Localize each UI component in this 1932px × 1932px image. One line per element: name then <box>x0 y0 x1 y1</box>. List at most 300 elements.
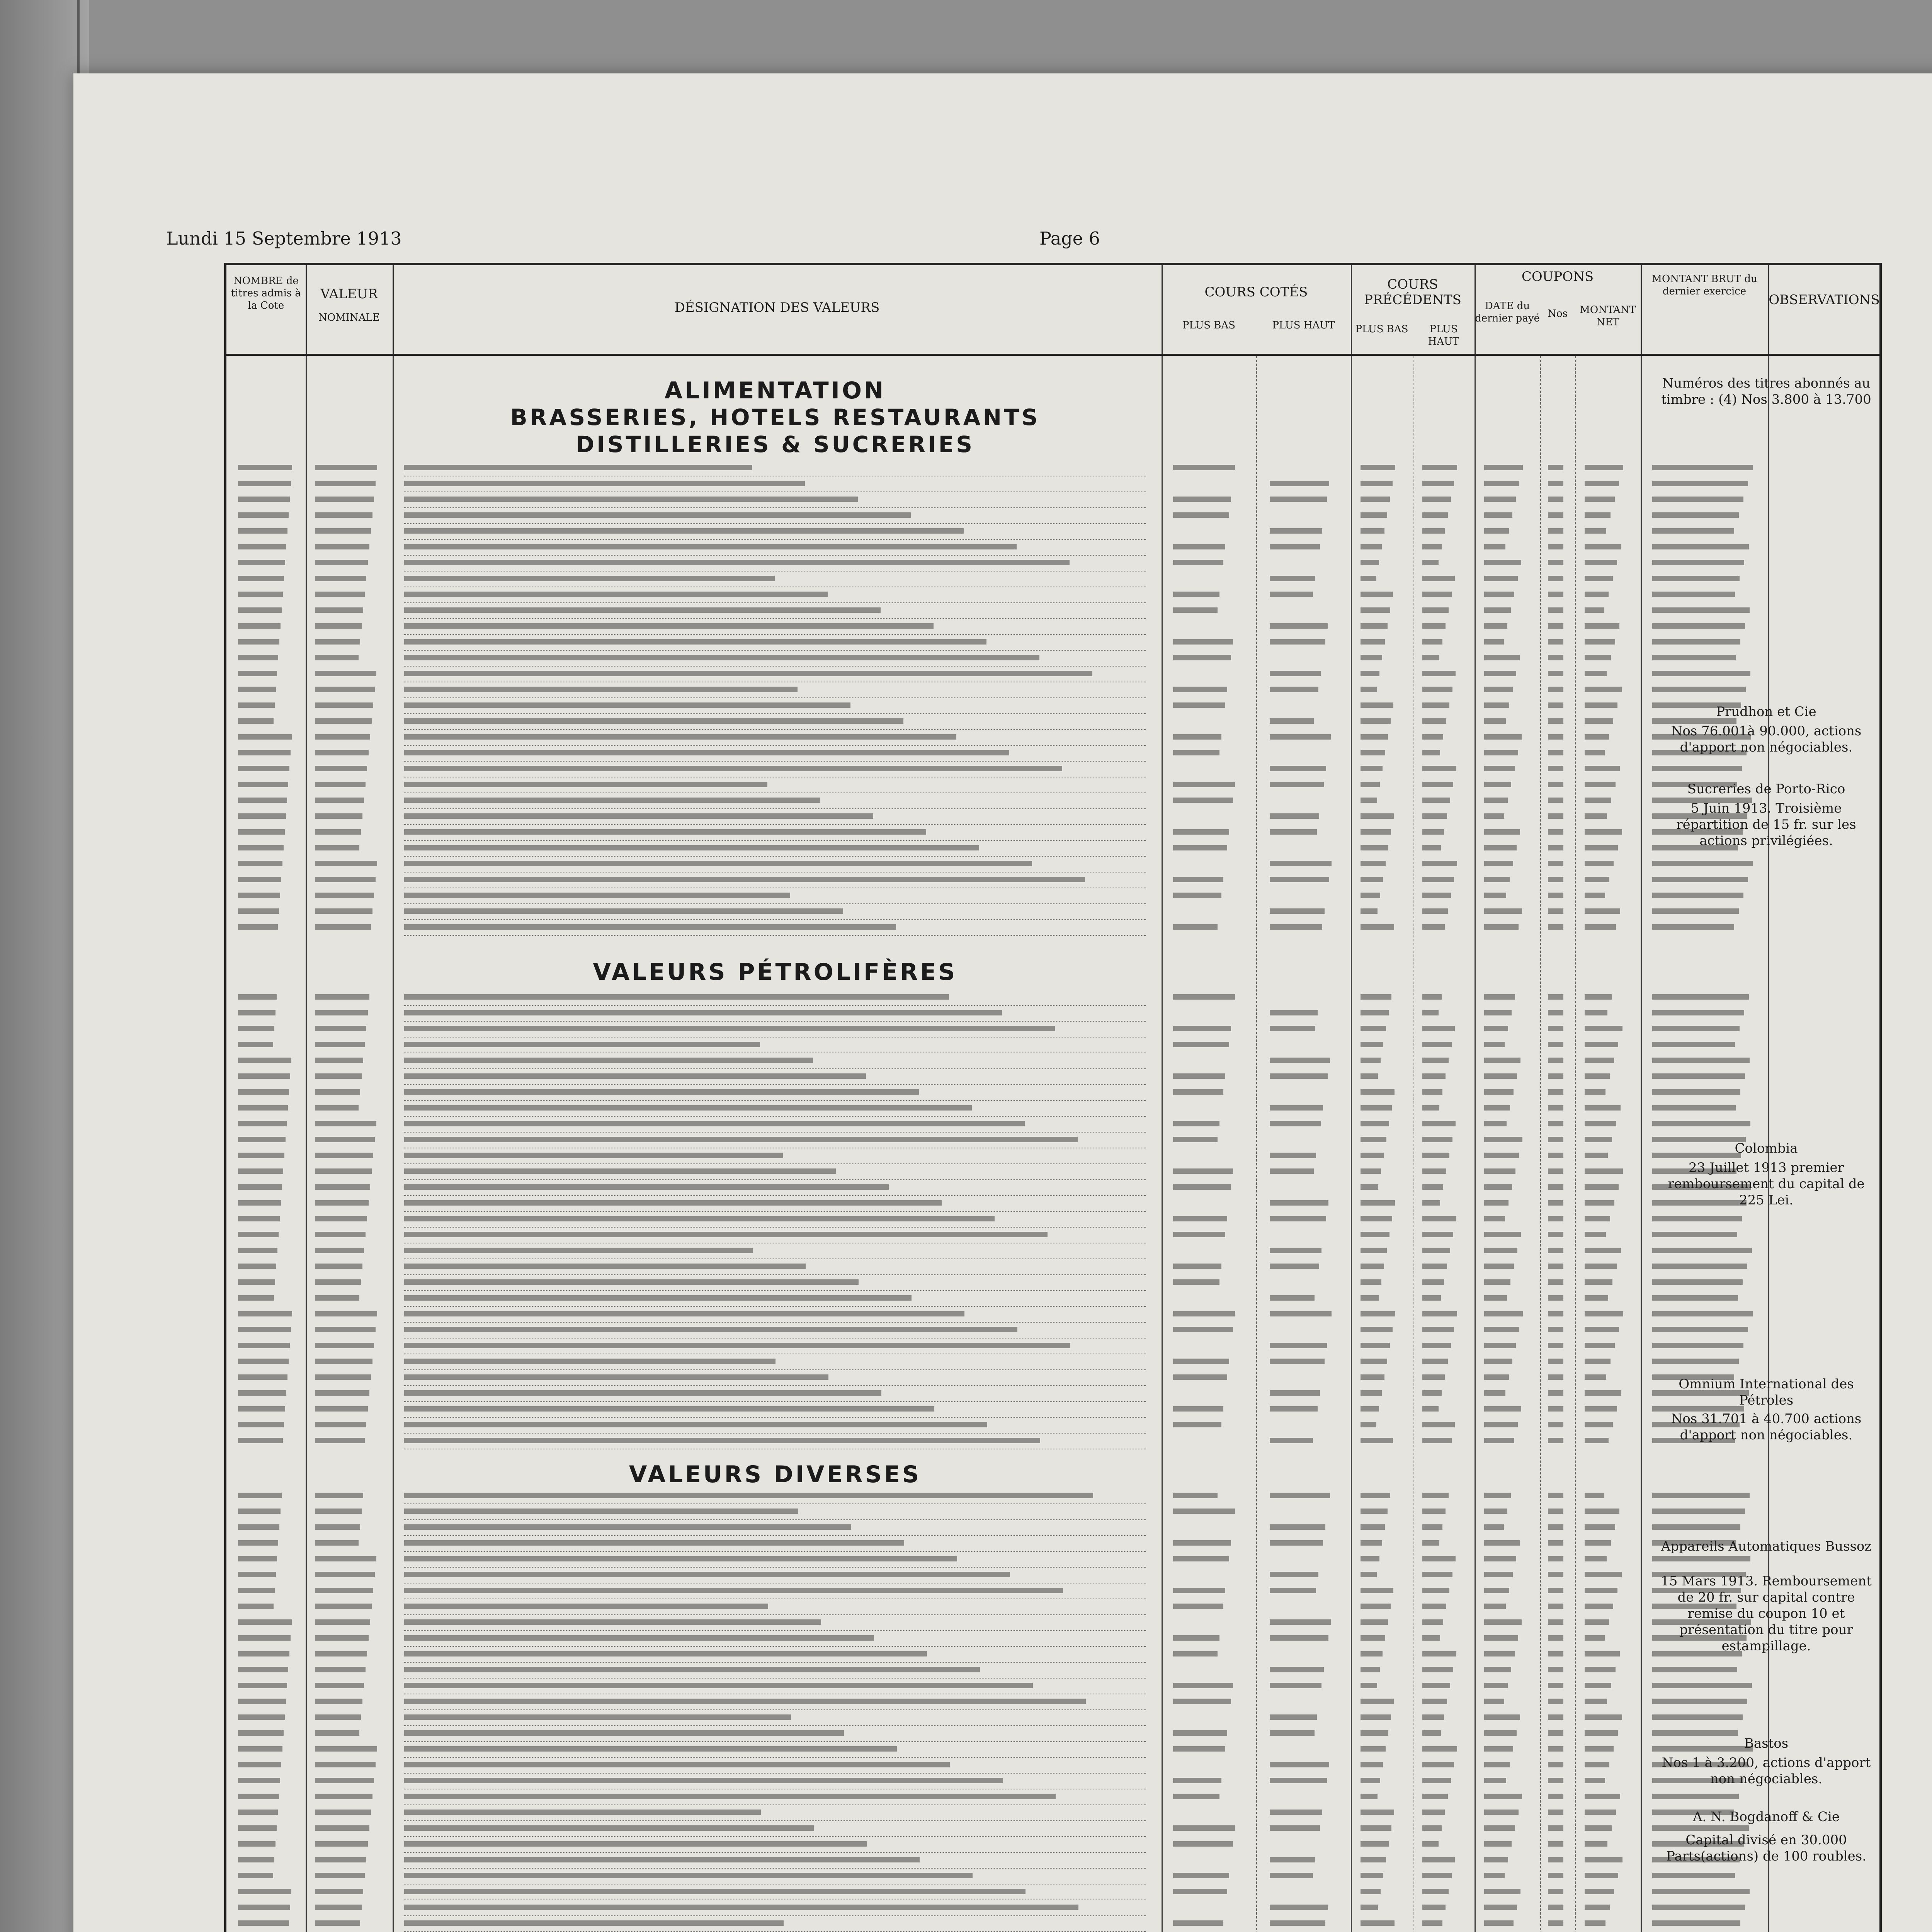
row-cell-print <box>1422 1232 1453 1237</box>
table-row <box>226 1338 1880 1354</box>
row-cell-print <box>1652 1509 1745 1514</box>
row-cell-print <box>238 1089 289 1095</box>
row-cell-print <box>1422 671 1456 676</box>
row-cell-print <box>1652 1714 1743 1720</box>
row-designation-print <box>404 872 1146 888</box>
row-cell-print <box>1548 671 1563 676</box>
row-cell-print <box>1548 1493 1563 1498</box>
row-cell-print <box>1652 1920 1740 1926</box>
row-cell-print <box>1548 639 1563 645</box>
row-cell-print <box>1484 1493 1511 1498</box>
header-plus-bas: PLUS BAS <box>1182 320 1236 331</box>
row-cell-print <box>1270 1572 1318 1577</box>
row-cell-print <box>1585 607 1604 613</box>
row-cell-print <box>1484 718 1506 724</box>
table-row <box>226 920 1880 935</box>
row-cell-print <box>238 877 281 882</box>
row-cell-print <box>315 576 366 581</box>
row-cell-print <box>1585 829 1622 835</box>
row-designation-print <box>404 1694 1146 1710</box>
row-cell-print <box>1173 1635 1219 1641</box>
row-cell-print <box>238 994 277 1000</box>
row-designation-print <box>404 1211 1146 1228</box>
row-cell-print <box>315 544 369 549</box>
row-cell-print <box>1484 497 1516 502</box>
table-row <box>226 619 1880 634</box>
row-cell-print <box>1270 813 1319 819</box>
row-cell-print <box>1484 687 1513 692</box>
row-cell-print <box>1361 1540 1382 1546</box>
row-cell-print <box>1548 1730 1563 1736</box>
table-row <box>226 555 1880 571</box>
row-cell-print <box>1484 1026 1508 1031</box>
table-row <box>226 1837 1880 1852</box>
row-cell-print <box>238 861 282 866</box>
row-cell-print <box>1548 576 1563 581</box>
row-cell-print <box>1422 1920 1442 1926</box>
row-cell-print <box>1270 861 1332 866</box>
row-cell-print <box>1173 924 1218 930</box>
row-cell-print <box>238 671 277 676</box>
table-row <box>226 745 1880 761</box>
row-cell-print <box>238 1343 290 1348</box>
row-cell-print <box>1422 1889 1449 1894</box>
row-cell-print <box>1422 1746 1457 1752</box>
row-cell-print <box>238 1105 288 1111</box>
row-cell-print <box>315 512 372 518</box>
row-designation-print <box>404 1646 1146 1663</box>
row-cell-print <box>1422 813 1447 819</box>
row-cell-print <box>315 1390 369 1396</box>
row-cell-print <box>1270 481 1329 486</box>
row-cell-print <box>1652 639 1740 645</box>
table-row <box>226 1821 1880 1836</box>
row-cell-print <box>1270 734 1331 740</box>
row-cell-print <box>1422 1841 1439 1847</box>
row-cell-print <box>1173 1778 1221 1783</box>
row-cell-print <box>1548 1572 1563 1577</box>
row-cell-print <box>1270 1248 1321 1253</box>
observation-omnium: Nos 31.701 à 40.700 actions d'apport non négociables. <box>1671 1411 1862 1443</box>
row-cell-print <box>1270 1438 1313 1443</box>
row-cell-print <box>1422 994 1442 1000</box>
row-cell-print <box>1652 1248 1752 1253</box>
row-cell-print <box>1270 1105 1323 1111</box>
table-row <box>226 1900 1880 1915</box>
row-cell-print <box>1548 465 1563 470</box>
row-cell-print <box>1361 1264 1384 1269</box>
row-cell-print <box>1548 1311 1563 1316</box>
row-cell-print <box>1548 1857 1563 1862</box>
row-cell-print <box>1484 528 1509 534</box>
row-cell-print <box>1585 1058 1614 1063</box>
row-cell-print <box>1361 1200 1395 1206</box>
row-cell-print <box>1361 560 1379 565</box>
row-cell-print <box>1548 1825 1563 1831</box>
row-cell-print <box>1548 877 1563 882</box>
row-cell-print <box>238 1651 289 1656</box>
row-cell-print <box>315 1730 359 1736</box>
row-cell-print <box>315 845 359 850</box>
row-cell-print <box>1270 1730 1315 1736</box>
table-row <box>226 1567 1880 1583</box>
observation-prudhon: Nos 76.001à 90.000, actions d'apport non négociables. <box>1671 723 1862 755</box>
observation-colombia: 23 Juillet 1913 premier remboursement du capital de 225 Lei. <box>1668 1160 1865 1208</box>
row-cell-print <box>1652 1699 1747 1704</box>
row-cell-print <box>1548 1619 1563 1625</box>
row-cell-print <box>1548 1058 1563 1063</box>
table-row <box>226 1646 1880 1662</box>
table-row <box>226 1433 1880 1449</box>
row-cell-print <box>1652 1010 1744 1015</box>
row-cell-print <box>238 1374 287 1380</box>
row-cell-print <box>1173 1374 1227 1380</box>
table-row <box>226 1053 1880 1068</box>
row-cell-print <box>1585 1699 1607 1704</box>
row-cell-print <box>1548 1295 1563 1301</box>
row-cell-print <box>1361 1390 1382 1396</box>
row-cell-print <box>1484 1137 1522 1142</box>
row-cell-print <box>1484 1905 1517 1910</box>
row-designation-print <box>404 1085 1146 1101</box>
row-cell-print <box>1585 1604 1613 1609</box>
row-cell-print <box>238 1920 289 1926</box>
row-cell-print <box>1422 924 1445 930</box>
row-cell-print <box>1585 560 1617 565</box>
row-cell-print <box>1484 1619 1522 1625</box>
row-cell-print <box>315 671 376 676</box>
row-cell-print <box>315 1216 367 1221</box>
row-cell-print <box>238 528 287 534</box>
row-designation-print <box>404 666 1146 682</box>
header-cours-cotes: COURS COTÉS <box>1204 284 1308 300</box>
row-cell-print <box>1484 994 1515 1000</box>
row-cell-print <box>1652 544 1749 549</box>
row-cell-print <box>1422 1714 1444 1720</box>
row-cell-print <box>1422 1667 1453 1672</box>
row-designation-print <box>404 555 1146 571</box>
row-cell-print <box>1361 1635 1385 1641</box>
row-cell-print <box>1361 1841 1389 1847</box>
row-cell-print <box>1173 1311 1235 1316</box>
row-cell-print <box>1270 1359 1325 1364</box>
table-row <box>226 1370 1880 1385</box>
row-cell-print <box>315 1920 360 1926</box>
row-cell-print <box>1173 1588 1225 1593</box>
observation-abonnes: Numéros des titres abonnés au timbre : (4) Nos 3.800 à 13.700 <box>1661 376 1871 407</box>
row-cell-print <box>1361 829 1391 835</box>
row-cell-print <box>1585 1493 1604 1498</box>
row-cell-print <box>1422 497 1451 502</box>
row-cell-print <box>1422 1153 1449 1158</box>
row-cell-print <box>238 623 281 629</box>
row-cell-print <box>1422 1857 1455 1862</box>
row-cell-print <box>1422 1493 1449 1498</box>
table-row <box>226 1116 1880 1132</box>
row-cell-print <box>1361 1746 1386 1752</box>
row-cell-print <box>315 592 365 597</box>
row-cell-print <box>1652 481 1748 486</box>
row-cell-print <box>1270 1619 1331 1625</box>
row-cell-print <box>1484 512 1512 518</box>
row-cell-print <box>315 607 363 613</box>
row-cell-print <box>1484 1374 1509 1380</box>
row-cell-print <box>1585 1184 1619 1190</box>
row-cell-print <box>1484 544 1505 549</box>
row-cell-print <box>315 1422 366 1427</box>
row-cell-print <box>1270 924 1322 930</box>
table-row <box>226 793 1880 808</box>
row-designation-print <box>404 1726 1146 1742</box>
row-cell-print <box>315 1778 374 1783</box>
row-cell-print <box>1422 1279 1444 1285</box>
row-cell-print <box>315 766 367 771</box>
row-cell-print <box>1361 592 1393 597</box>
row-cell-print <box>1548 1121 1563 1126</box>
row-cell-print <box>315 1588 373 1593</box>
row-cell-print <box>1422 1730 1441 1736</box>
row-cell-print <box>1361 1794 1378 1799</box>
row-cell-print <box>1422 1200 1440 1206</box>
row-cell-print <box>1484 1295 1507 1301</box>
row-cell-print <box>1548 702 1563 708</box>
row-cell-print <box>1585 877 1609 882</box>
row-designation-print <box>404 1069 1146 1085</box>
row-cell-print <box>238 845 284 850</box>
row-cell-print <box>1422 1651 1456 1656</box>
row-cell-print <box>1270 1905 1328 1910</box>
row-cell-print <box>1484 1248 1517 1253</box>
row-cell-print <box>1173 750 1219 755</box>
row-cell-print <box>1173 655 1231 660</box>
row-cell-print <box>1484 1232 1521 1237</box>
row-cell-print <box>1585 544 1621 549</box>
row-designation-print <box>404 1021 1146 1037</box>
row-cell-print <box>1585 1422 1613 1427</box>
row-cell-print <box>1484 1810 1519 1815</box>
row-cell-print <box>238 497 290 502</box>
row-cell-print <box>238 1794 279 1799</box>
row-designation-print <box>404 1551 1146 1568</box>
row-cell-print <box>1422 1762 1454 1767</box>
table-row <box>226 1710 1880 1725</box>
row-cell-print <box>1173 1683 1233 1688</box>
row-cell-print <box>1173 512 1229 518</box>
row-cell-print <box>1585 1509 1619 1514</box>
table-row <box>226 1852 1880 1868</box>
row-cell-print <box>238 1390 286 1396</box>
row-cell-print <box>1270 528 1322 534</box>
row-cell-print <box>315 1509 362 1514</box>
row-cell-print <box>1484 1746 1513 1752</box>
row-cell-print <box>1484 1556 1516 1561</box>
row-designation-print <box>404 1536 1146 1552</box>
row-cell-print <box>1270 1153 1316 1158</box>
row-cell-print <box>238 512 289 518</box>
section-distilleries: DISTILLERIES & SUCRERIES <box>575 431 975 457</box>
table-row <box>226 1694 1880 1709</box>
row-cell-print <box>1422 1121 1456 1126</box>
row-cell-print <box>1173 829 1229 835</box>
row-cell-print <box>1173 544 1225 549</box>
table-body <box>226 356 1879 1932</box>
row-cell-print <box>1270 671 1321 676</box>
row-cell-print <box>1484 1873 1505 1878</box>
row-cell-print <box>1652 1121 1750 1126</box>
row-cell-print <box>1361 1572 1377 1577</box>
row-cell-print <box>238 576 284 581</box>
row-cell-print <box>238 687 276 692</box>
row-cell-print <box>1484 1073 1517 1079</box>
row-designation-print <box>404 476 1146 492</box>
row-cell-print <box>238 1604 274 1609</box>
row-cell-print <box>1270 544 1320 549</box>
row-cell-print <box>1585 623 1619 629</box>
row-designation-print <box>404 1631 1146 1647</box>
table-row <box>226 650 1880 666</box>
row-cell-print <box>1652 1825 1749 1831</box>
row-cell-print <box>315 1279 361 1285</box>
row-cell-print <box>1361 1279 1381 1285</box>
header-designation: DÉSIGNATION DES VALEURS <box>674 300 880 315</box>
row-cell-print <box>1484 1184 1512 1190</box>
row-cell-print <box>1173 877 1223 882</box>
row-cell-print <box>1548 908 1563 914</box>
row-cell-print <box>1548 528 1563 534</box>
row-cell-print <box>1422 782 1453 787</box>
row-cell-print <box>1585 1248 1621 1253</box>
row-designation-print <box>404 1354 1146 1370</box>
table-row <box>226 698 1880 713</box>
row-cell-print <box>1270 1406 1318 1412</box>
row-cell-print <box>315 861 377 866</box>
row-cell-print <box>1585 1359 1611 1364</box>
row-cell-print <box>315 465 377 470</box>
row-cell-print <box>1270 1762 1329 1767</box>
row-cell-print <box>1652 560 1744 565</box>
row-cell-print <box>1173 465 1235 470</box>
row-cell-print <box>1270 1635 1328 1641</box>
row-cell-print <box>1484 1794 1522 1799</box>
row-cell-print <box>1548 1714 1563 1720</box>
row-cell-print <box>1585 1406 1617 1412</box>
row-cell-print <box>1422 1540 1439 1546</box>
row-cell-print <box>1548 1089 1563 1095</box>
row-cell-print <box>238 1889 291 1894</box>
table-row <box>226 1401 1880 1417</box>
row-cell-print <box>1422 1264 1447 1269</box>
row-designation-print <box>404 1227 1146 1243</box>
row-cell-print <box>1484 1089 1514 1095</box>
row-cell-print <box>1652 1264 1747 1269</box>
row-cell-print <box>315 1105 359 1111</box>
row-cell-print <box>1361 481 1393 486</box>
row-cell-print <box>1652 1105 1736 1111</box>
table-row <box>226 730 1880 745</box>
row-cell-print <box>315 1635 369 1641</box>
row-cell-print <box>1548 1841 1563 1847</box>
row-cell-print <box>238 1540 278 1546</box>
row-cell-print <box>238 782 288 787</box>
row-cell-print <box>315 1153 373 1158</box>
row-cell-print <box>315 750 369 755</box>
row-cell-print <box>1173 1232 1225 1237</box>
row-cell-print <box>1484 1714 1520 1720</box>
row-cell-print <box>315 908 372 914</box>
row-cell-print <box>238 1588 275 1593</box>
row-cell-print <box>1173 1137 1218 1142</box>
row-cell-print <box>1548 1010 1563 1015</box>
row-cell-print <box>238 1010 276 1015</box>
row-cell-print <box>1422 576 1455 581</box>
row-cell-print <box>1173 1073 1225 1079</box>
row-cell-print <box>1361 497 1390 502</box>
row-cell-print <box>1173 1746 1225 1752</box>
row-cell-print <box>1585 1264 1617 1269</box>
row-cell-print <box>1361 1556 1379 1561</box>
running-header <box>166 228 1874 255</box>
row-cell-print <box>1173 1699 1231 1704</box>
row-cell-print <box>1585 1524 1615 1530</box>
row-designation-print <box>404 1417 1146 1434</box>
row-cell-print <box>1585 1168 1623 1174</box>
row-cell-print <box>1361 1311 1395 1316</box>
row-designation-print <box>404 1504 1146 1520</box>
row-cell-print <box>1173 994 1235 1000</box>
row-cell-print <box>238 1042 273 1047</box>
row-designation-print <box>404 1322 1146 1338</box>
row-cell-print <box>1548 734 1563 740</box>
row-cell-print <box>1585 639 1615 645</box>
row-designation-print <box>404 990 1146 1006</box>
row-cell-print <box>1361 861 1386 866</box>
row-cell-print <box>1548 1588 1563 1593</box>
row-cell-print <box>1422 1359 1448 1364</box>
row-cell-print <box>1548 1279 1563 1285</box>
observation-head-bussoz: Appareils Automatiques Bussoz <box>1661 1539 1872 1554</box>
row-cell-print <box>1652 1359 1739 1364</box>
row-cell-print <box>1270 1390 1320 1396</box>
row-cell-print <box>1585 1905 1610 1910</box>
row-cell-print <box>1484 782 1511 787</box>
row-cell-print <box>1585 671 1607 676</box>
row-cell-print <box>1422 750 1440 755</box>
row-cell-print <box>1422 1524 1442 1530</box>
row-cell-print <box>1361 1714 1391 1720</box>
row-cell-print <box>1173 1841 1233 1847</box>
row-cell-print <box>1585 1073 1610 1079</box>
row-cell-print <box>1422 1406 1439 1412</box>
row-cell-print <box>1548 1264 1563 1269</box>
row-designation-print <box>404 809 1146 825</box>
row-designation-print <box>404 1757 1146 1774</box>
row-cell-print <box>315 1121 376 1126</box>
table-row <box>226 1916 1880 1931</box>
row-cell-print <box>1548 1651 1563 1656</box>
row-cell-print <box>1173 893 1221 898</box>
row-cell-print <box>315 1026 366 1031</box>
row-cell-print <box>1484 1327 1519 1332</box>
row-cell-print <box>1270 782 1324 787</box>
row-cell-print <box>1422 1588 1449 1593</box>
table-row <box>226 1757 1880 1773</box>
row-cell-print <box>1548 1374 1563 1380</box>
row-designation-print <box>404 856 1146 872</box>
row-cell-print <box>1361 702 1393 708</box>
row-cell-print <box>1422 1778 1451 1783</box>
row-cell-print <box>1548 861 1563 866</box>
table-row <box>226 809 1880 824</box>
